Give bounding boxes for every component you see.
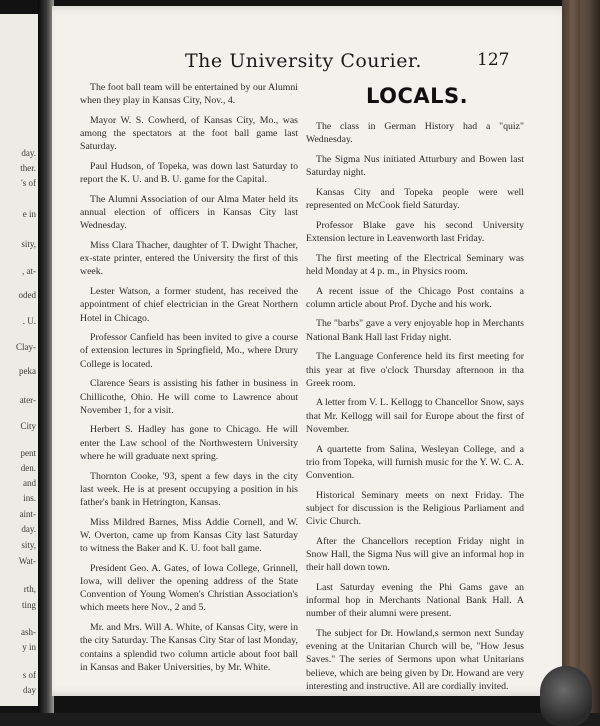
news-item: Professor Canfield has been invited to give a course of extension lectures in Springfield, Mo., where Drury College is located.	[80, 332, 298, 370]
page-number: 127	[477, 50, 510, 70]
local-item: Professor Blake gave his second University Extension lecture in Leavenworth last Friday.	[306, 219, 524, 244]
previous-page-fragment: Wat-	[18, 556, 36, 566]
thumb-holding-page	[540, 666, 592, 726]
local-item: After the Chancellors reception Friday night in Snow Hall, the Sigma Nus will give an informal hop in their hall down town.	[306, 535, 524, 574]
previous-page-fragment: rth,	[23, 584, 36, 594]
local-item: The first meeting of the Electrical Seminary was held Monday at 4 p. m., in Physics room.	[306, 252, 524, 277]
local-item: Historical Seminary meets on next Friday. The subject for discussion is the Religious Parliament and Civic Church.	[306, 489, 524, 528]
previous-page-fragment: ater-	[19, 395, 36, 405]
local-item: The Sigma Nus initiated Atturbury and Bowen last Saturday night.	[306, 153, 524, 179]
previous-page-fragment: oded	[18, 290, 36, 300]
previous-page-edge	[0, 14, 40, 706]
news-item: The Alumni Association of our Alma Mater held its annual election of officers in Kansas City last Wednesday.	[80, 193, 298, 232]
local-item: A recent issue of the Chicago Post contains a column article about Prof. Dyche and his work.	[306, 285, 524, 310]
previous-page-fragment: day.	[21, 148, 36, 158]
news-item: Clarence Sears is assisting his father in business in Chillicothe, Ohio. He will come to Lawrence about November 1, for a visit.	[80, 378, 298, 416]
previous-page-fragment: . U.	[22, 316, 36, 326]
previous-page-fragment: s of	[22, 670, 36, 680]
previous-page-fragment: City	[20, 421, 36, 431]
local-item: A letter from V. L. Kellogg to Chancellor Snow, says that Mr. Kellogg will sail for Europe about the first of November.	[306, 397, 524, 435]
news-item: Lester Watson, a former student, has received the appointment of chief electrician in the Great Northern Hotel in Chicago.	[80, 286, 298, 324]
local-item: The class in German History had a "quiz" Wednesday.	[306, 121, 524, 146]
local-item: Kansas City and Topeka people were well represented on McCook field Saturday.	[306, 186, 524, 212]
previous-page-fragment: y in	[22, 642, 36, 652]
previous-page-fragment: e in	[22, 209, 36, 219]
previous-page-fragment: sity,	[21, 239, 36, 249]
local-item: The subject for Dr. Howland,s sermon next Sunday evening at the Unitarian Church will be, "How Jesus Saves." The series of Sermons upon what Unitarians believe, which are being given by Dr. Howand are very interesting and instructive. All are cordially invited.	[306, 628, 524, 692]
spine-highlight	[570, 0, 580, 713]
previous-page-fragment: day.	[21, 524, 36, 534]
news-item: Miss Clara Thacher, daughter of T. Dwight Thacher, ex-state printer, entered the University the first of this week.	[80, 240, 298, 278]
previous-page-fragment: ash-	[21, 627, 36, 637]
news-item: President Geo. A. Gates, of Iowa College, Grinnell, Iowa, will deliver the opening address of the State Convention of Young Women's Christian Association's which meets here Nov., 2 and 5.	[80, 562, 298, 614]
news-item: Thornton Cooke, '93, spent a few days in the city last week. He is at present occupying a position in his father's bank in Hetrington, Kansas.	[80, 470, 298, 508]
running-title: The University Courier.	[185, 50, 422, 72]
previous-page-fragment: ting	[21, 600, 36, 610]
previous-page-fragment: Clay-	[16, 342, 36, 352]
news-item: Herbert S. Hadley has gone to Chicago. He will enter the Law school of the Northwestern University where he will graduate next spring.	[80, 424, 298, 462]
local-item: The Language Conference held its first meeting for this year at five o'clock Thursday afternoon in tha Greek room.	[306, 351, 524, 389]
right-column-locals	[306, 120, 524, 700]
previous-page-fragment: and	[23, 478, 36, 488]
news-item: Mayor W. S. Cowherd, of Kansas City, Mo., was among the spectators at the foot ball game last Saturday.	[80, 114, 298, 153]
previous-page-fragment: , at-	[22, 266, 36, 276]
previous-page-fragment: pent	[20, 448, 36, 458]
previous-page-fragment: ins.	[23, 493, 36, 503]
previous-page-fragment: sity,	[21, 540, 36, 550]
local-item: A quartette from Salina, Wesleyan College, and a trio from Topeka, will furnish music for the Y. W. C. A. Convention.	[306, 443, 524, 481]
book-spine	[562, 0, 600, 713]
left-column	[80, 81, 298, 680]
previous-page-fragment: 's of	[21, 178, 36, 188]
previous-page-fragment: den.	[20, 463, 36, 473]
previous-page-fragment: peka	[19, 366, 36, 376]
news-item: Mr. and Mrs. Will A. White, of Kansas City, were in the city Saturday. The Kansas City Star of last Monday, contains a splendid two column article about foot ball in Kansas and Baker Universities, by Mr. White.	[80, 622, 298, 673]
previous-page-fragment: ther.	[20, 163, 36, 173]
locals-heading: LOCALS.	[366, 84, 469, 108]
news-item: Paul Hudson, of Topeka, was down last Saturday to report the K. U. and B. U. game for the Capital.	[80, 161, 298, 186]
local-item: The "barbs" gave a very enjoyable hop in Merchants National Bank Hall last Friday night.	[306, 318, 524, 343]
news-item: The foot ball team will be entertained by our Alumni when they play in Kansas City, Nov., 4.	[80, 82, 298, 107]
news-item: Miss Mildred Barnes, Miss Addie Cornell, and W. W. Overton, came up from Kansas City last Saturday to witness the Baker and K. U. foot ball game.	[80, 516, 298, 555]
local-item: Last Saturday evening the Phi Gams gave an informal hop in Merchants National Bank Hall. A number of their alumni were present.	[306, 581, 524, 620]
previous-page-fragment: day	[23, 685, 36, 695]
previous-page-fragment: aint-	[19, 509, 36, 519]
